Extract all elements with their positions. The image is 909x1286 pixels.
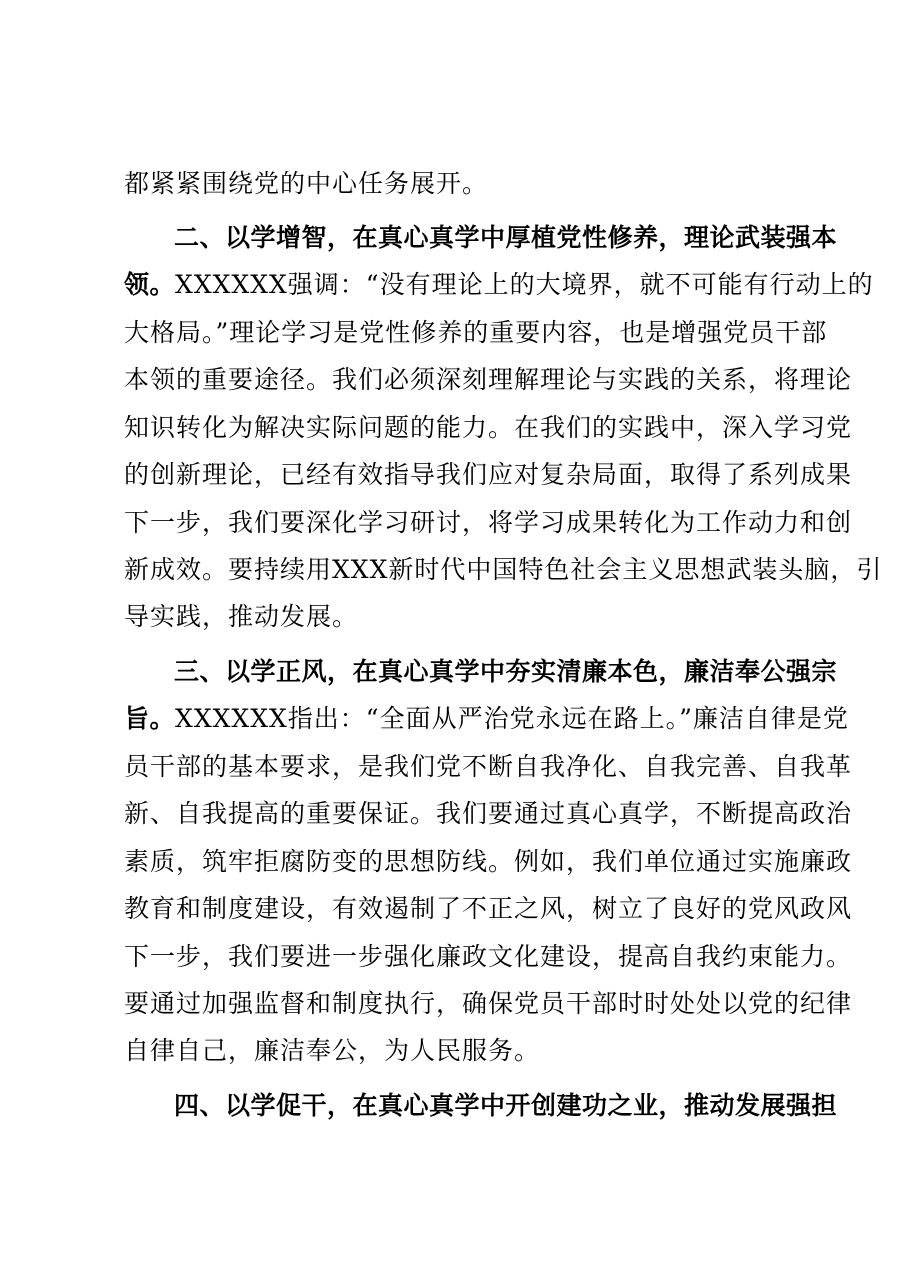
text-line-17: 下一步，我们要进一步强化廉政文化建设，提高自我约束能力。	[124, 942, 853, 971]
section-heading-3	[174, 652, 838, 692]
section-heading-4	[174, 1086, 838, 1126]
text-line-18: 要通过加强监督和制度执行，确保党员干部时时处处以党的纪律	[124, 989, 853, 1018]
text-line-19: 自律自己，廉洁奉公，为人民服务。	[124, 1036, 541, 1065]
text-line-5: 本领的重要途径。我们必须深刻理解理论与实践的关系，将理论	[124, 365, 853, 394]
text-line-8: 下一步，我们要深化学习研讨，将学习成果转化为工作动力和创	[124, 508, 853, 537]
section-heading-3-text: 三、以学正风，在真心真学中夯实清廉本色，廉洁奉公强宗	[174, 657, 838, 686]
text-line-9: 新成效。要持续用XXX新时代中国特色社会主义思想武装头脑，引	[124, 555, 883, 584]
text-line-14: 新、自我提高的重要保证。我们要通过真心真学，不断提高政治	[124, 799, 853, 828]
text-line-1: 都紧紧围绕党的中心任务展开。	[124, 169, 489, 198]
section-heading-4-text: 四、以学促干，在真心真学中开创建功之业，推动发展强担	[174, 1091, 838, 1120]
text-line-12: 旨。XXXXXX指出：“全面从严治党永远在路上。”廉洁自律是党	[124, 704, 849, 733]
heading-tail-3: 旨。	[124, 704, 176, 733]
text-line-16: 教育和制度建设，有效遏制了不正之风，树立了良好的党风政风	[124, 894, 853, 923]
text-line-10: 导实践，推动发展。	[124, 602, 359, 631]
text-line-13: 员干部的基本要求，是我们党不断自我净化、自我完善、自我革	[124, 752, 853, 781]
text-line-3: 领。XXXXXX强调：“没有理论上的大境界，就不可能有行动上的	[124, 270, 874, 299]
text-line-15: 素质，筑牢拒腐防变的思想防线。例如，我们单位通过实施廉政	[124, 847, 853, 876]
section-heading-2	[174, 218, 838, 258]
section-heading-2-text: 二、以学增智，在真心真学中厚植党性修养，理论武装强本	[174, 223, 838, 252]
text-line-4: 大格局。”理论学习是党性修养的重要内容，也是增强党员干部	[124, 318, 828, 347]
heading-tail-2: 领。	[124, 270, 176, 299]
text-line-7: 的创新理论，已经有效指导我们应对复杂局面，取得了系列成果	[124, 460, 853, 489]
text-line-6: 知识转化为解决实际问题的能力。在我们的实践中，深入学习党	[124, 413, 853, 442]
